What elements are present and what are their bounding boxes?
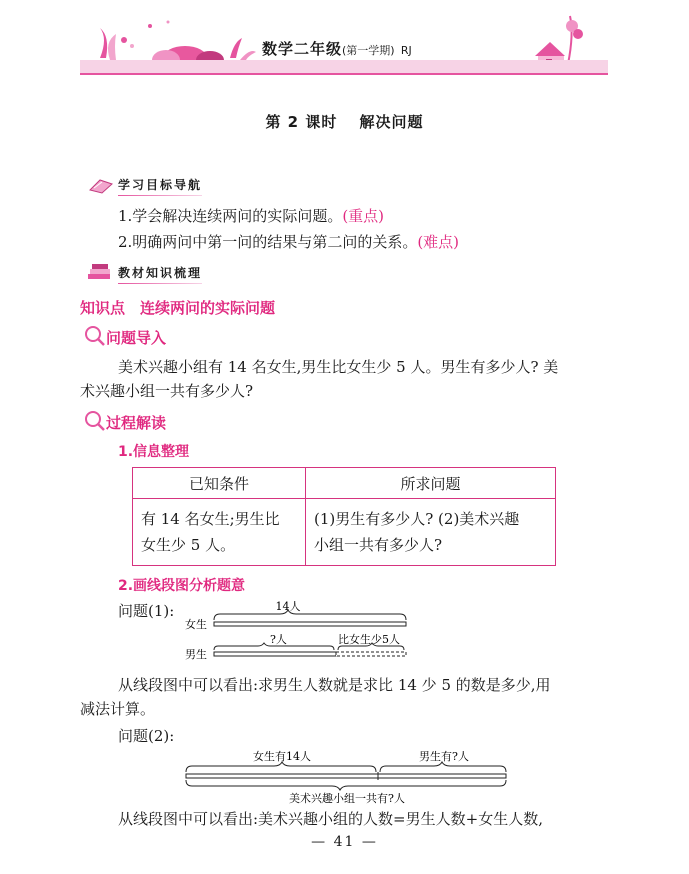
- header-term: (第一学期): [342, 44, 395, 57]
- table-cell-known: 有 14 名女生;男生比 女生少 5 人。: [133, 499, 306, 566]
- boys-unknown-label: ?人: [270, 633, 287, 646]
- info-table: [132, 467, 556, 566]
- goal-item-1: 1.学会解决连续两问的实际问题。(重点): [118, 207, 385, 225]
- books-stack-icon: [86, 262, 114, 282]
- boys-label: 男生: [185, 648, 207, 661]
- header-title: [262, 38, 412, 59]
- girls-segment: [214, 622, 406, 626]
- table-header-asked: 所求问题: [306, 468, 556, 499]
- lesson-title: 第 2 课时 解决问题: [265, 113, 424, 131]
- page-number: — 41 —: [311, 834, 378, 850]
- step2-heading: 2.画线段图分析题意: [118, 578, 246, 594]
- boys-missing-segment: [336, 652, 406, 656]
- table-cell-asked: (1)男生有多少人? (2)美术兴趣 小组一共有多少人?: [306, 499, 556, 566]
- analysis2-line: 从线段图中可以看出:美术兴趣小组的人数=男生人数+女生人数,: [118, 810, 543, 828]
- intro-text-line-2: 术兴趣小组一共有多少人?: [80, 382, 254, 400]
- diagram2-girls-label: 女生有14人: [253, 750, 311, 763]
- key-point-tag: (重点): [342, 207, 385, 225]
- magnifier-icon: [84, 410, 106, 432]
- table-header-row: [133, 468, 556, 499]
- boys-segment: [214, 652, 336, 656]
- question1-label: 问题(1):: [118, 602, 175, 620]
- table-row: [133, 499, 556, 566]
- goals-heading: 学习目标导航: [118, 176, 202, 196]
- total-segment: [186, 774, 506, 778]
- header-rule: [80, 73, 608, 75]
- magnifier-icon: [84, 325, 106, 347]
- question2-label: 问题(2):: [118, 727, 175, 745]
- diagram2-total-label: 美术兴趣小组一共有?人: [289, 792, 405, 805]
- diagram2-boys-label: 男生有?人: [419, 750, 469, 763]
- knowledge-point-title: 知识点 连续两问的实际问题: [80, 299, 276, 317]
- process-heading: 过程解读: [106, 414, 167, 432]
- girls-label: 女生: [185, 618, 207, 631]
- goal-item-2: 2.明确两问中第一问的结果与第二问的关系。(难点): [118, 233, 460, 251]
- book-icon: [88, 176, 114, 194]
- header-band: [80, 60, 608, 73]
- analysis1-line-1: 从线段图中可以看出:求男生人数就是求比 14 少 5 的数是多少,用: [118, 676, 551, 694]
- line-diagram-1: [180, 598, 420, 668]
- difficult-point-tag: (难点): [417, 233, 460, 251]
- table-header-known: 已知条件: [133, 468, 306, 499]
- step1-heading: 1.信息整理: [118, 444, 190, 460]
- boys-less-label: 比女生少5人: [338, 633, 400, 646]
- analysis1-line-2: 减法计算。: [80, 700, 156, 718]
- intro-heading: 问题导入: [106, 329, 167, 347]
- intro-text-line-1: 美术兴趣小组有 14 名女生,男生比女生少 5 人。男生有多少人? 美: [118, 358, 559, 376]
- knowledge-heading: 教材知识梳理: [118, 264, 202, 284]
- line-diagram-2: [182, 748, 512, 806]
- header-edition: RJ: [400, 44, 412, 57]
- girls-count-label: 14人: [275, 600, 301, 613]
- header-book-title: 数学二年级: [262, 40, 343, 58]
